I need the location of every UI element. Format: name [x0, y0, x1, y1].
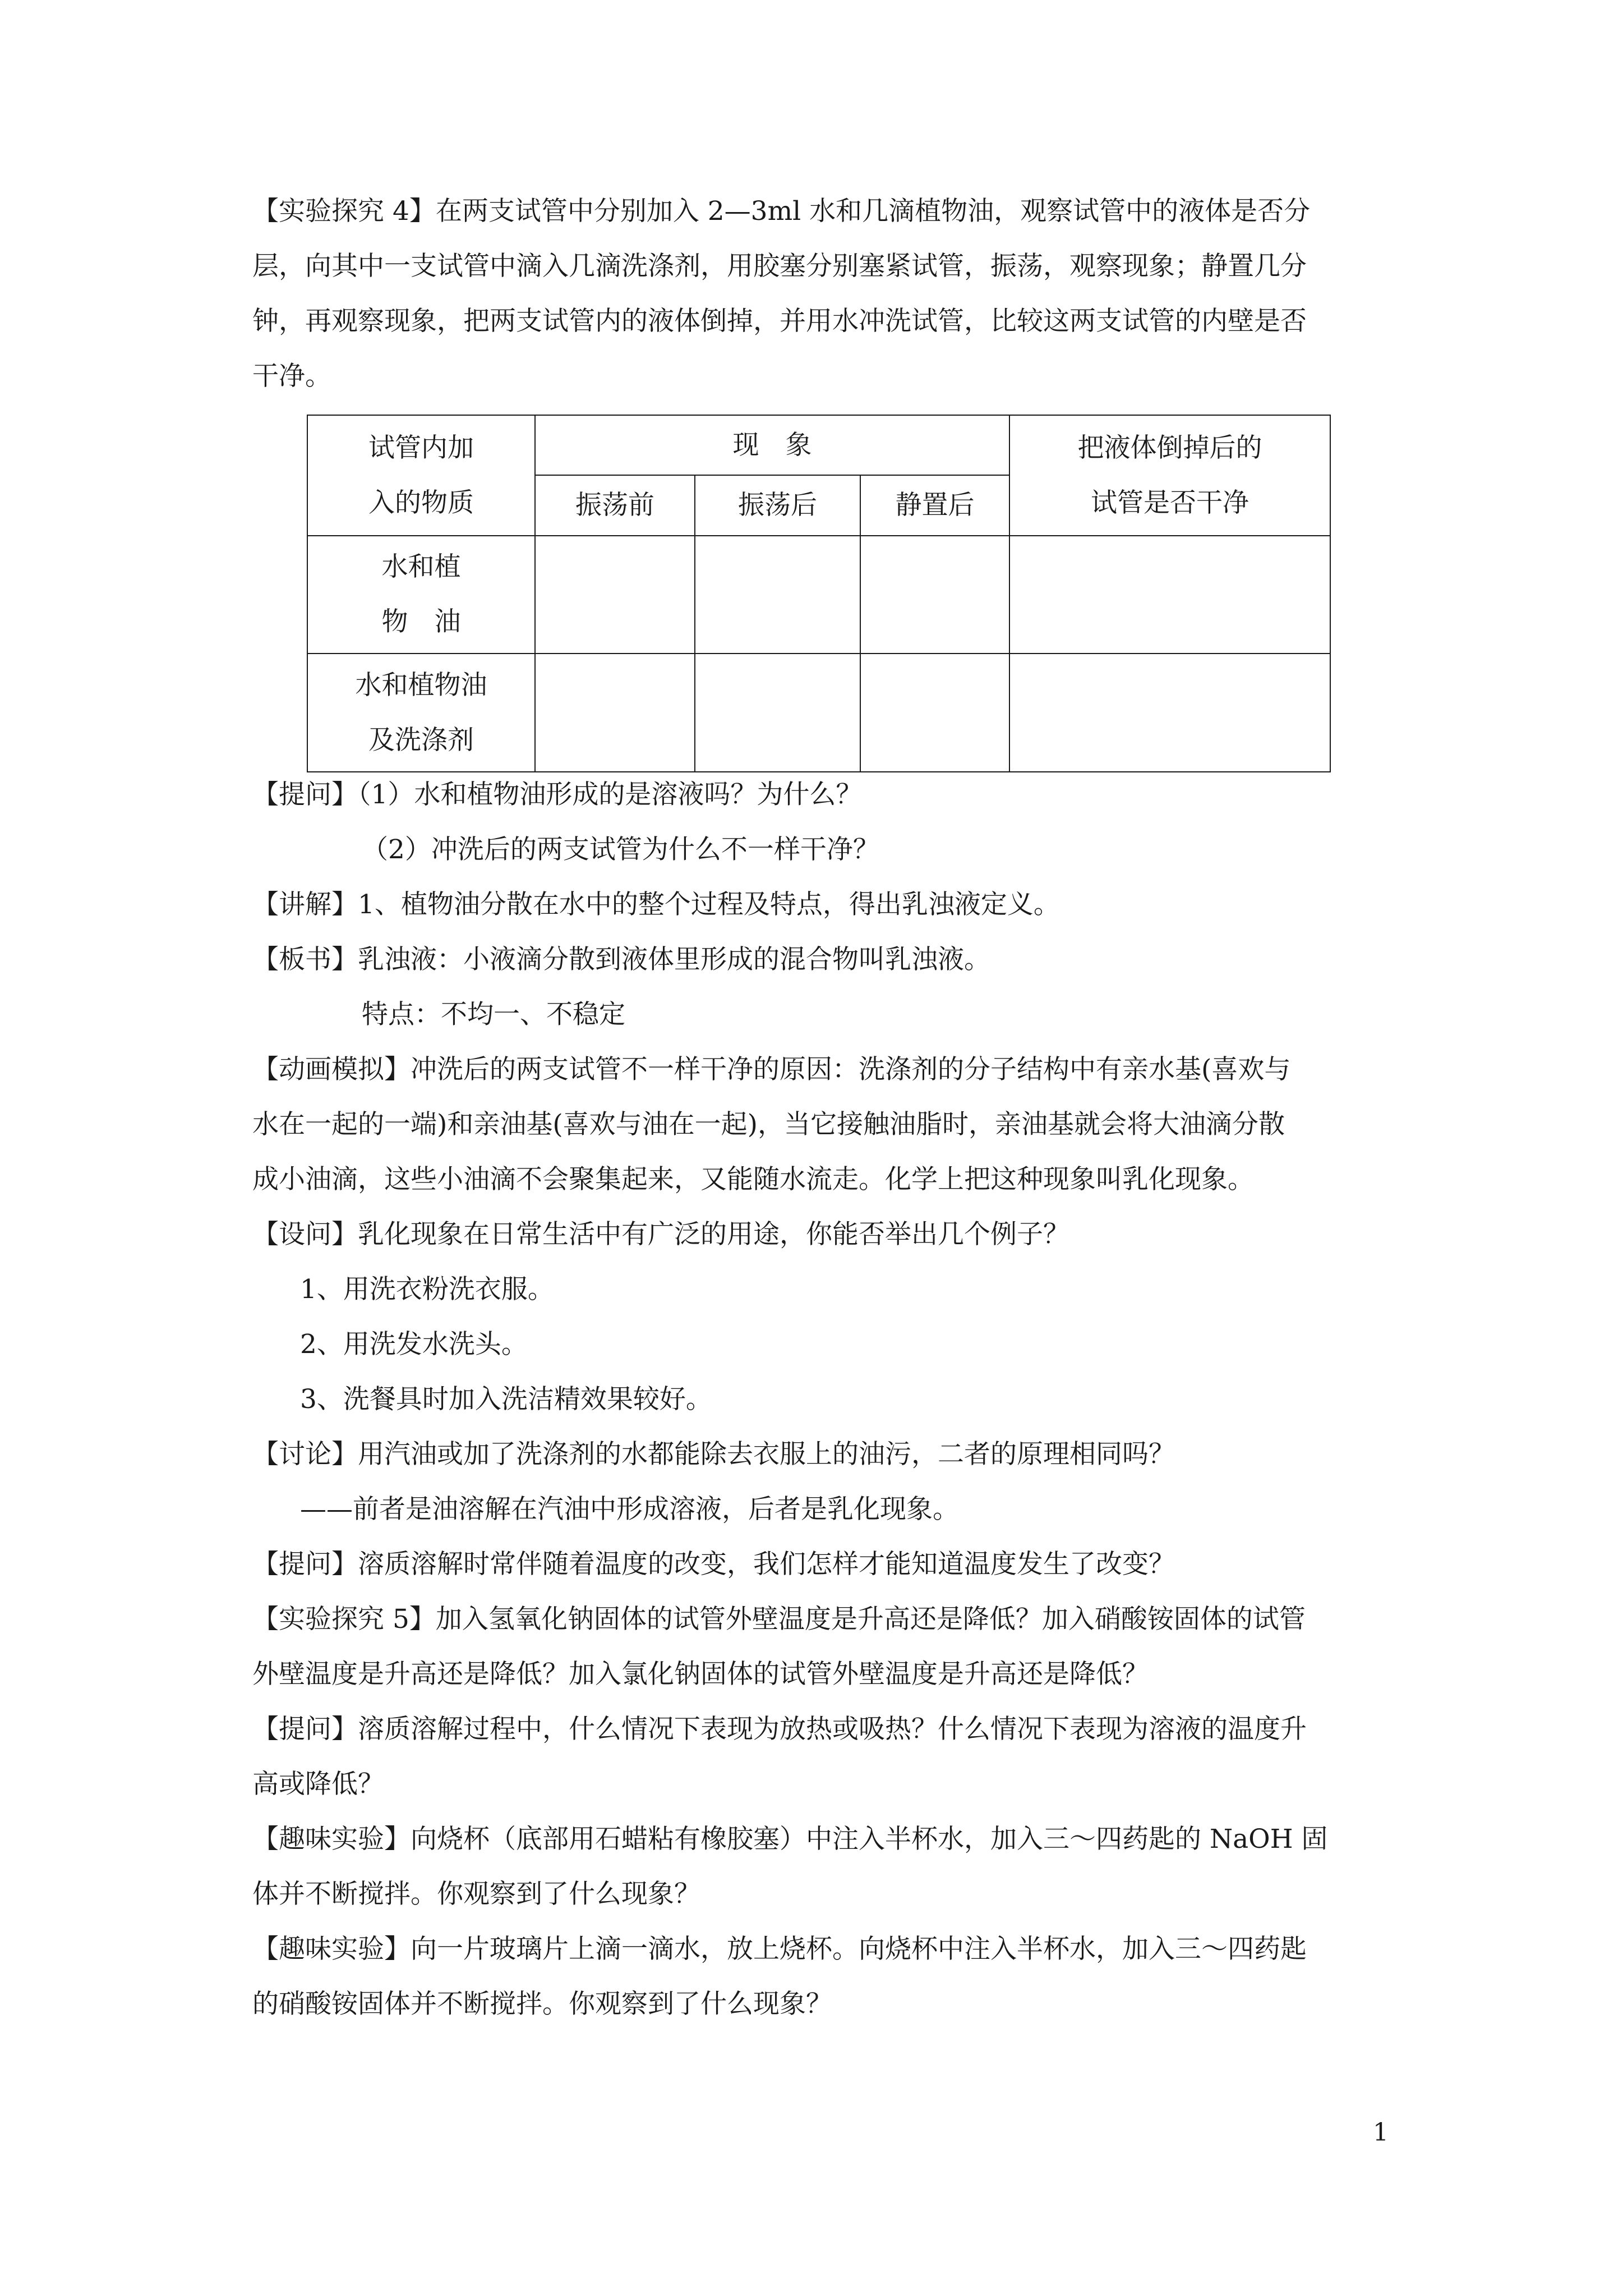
example-2: 2、用洗发水洗头。	[300, 1329, 528, 1360]
table-cell	[860, 536, 1009, 654]
example-1: 1、用洗衣粉洗衣服。	[300, 1274, 554, 1305]
table-row	[307, 654, 1330, 772]
example-3: 3、洗餐具时加入洗洁精效果较好。	[300, 1384, 712, 1415]
header-before-shaking: 振荡前	[535, 475, 695, 536]
header-clean-line-1: 把液体倒掉后的	[1077, 432, 1262, 463]
row-label	[307, 654, 535, 772]
fun-experiment-1-line-1: 【趣味实验】向烧杯（底部用石蜡粘有橡胶塞）中注入半杯水，加入三～四药匙的 NaOH 固	[252, 1824, 1328, 1855]
board-feature: 特点：不均一、不稳定	[362, 999, 625, 1030]
table-cell	[695, 654, 860, 772]
question-1: 【提问】（1）水和植物油形成的是溶液吗？为什么？	[252, 779, 863, 810]
header-substance-line-1: 试管内加	[368, 432, 474, 463]
table-cell	[535, 536, 695, 654]
animation-line-2: 水在一起的一端)和亲油基(喜欢与油在一起)，当它接触油脂时，亲油基就会将大油滴分散	[252, 1109, 1285, 1140]
question-4-line-2: 高或降低？	[252, 1769, 384, 1800]
explanation: 【讲解】1、植物油分散在水中的整个过程及特点，得出乳浊液定义。	[252, 889, 1060, 920]
header-after-standing: 静置后	[860, 475, 1009, 536]
row-label-line-2: 物 油	[381, 606, 461, 638]
question-3: 【提问】溶质溶解时常伴随着温度的改变，我们怎样才能知道温度发生了改变？	[252, 1549, 1175, 1580]
row-label-line-1: 水和植	[381, 551, 461, 583]
discussion-answer: ——前者是油溶解在汽油中形成溶液，后者是乳化现象。	[300, 1494, 959, 1525]
row-label-line-2: 及洗涤剂	[368, 724, 474, 756]
table-row	[307, 536, 1330, 654]
fun-experiment-2-line-2: 的硝酸铵固体并不断搅拌。你观察到了什么现象？	[252, 1989, 832, 2019]
header-clean	[1009, 415, 1330, 536]
experiment-table	[307, 415, 1331, 772]
table-cell	[535, 654, 695, 772]
experiment-5-line-2: 外壁温度是升高还是降低？加入氯化钠固体的试管外壁温度是升高还是降低？	[252, 1659, 1149, 1690]
table-cell	[1009, 536, 1330, 654]
header-substance	[307, 415, 535, 536]
set-question: 【设问】乳化现象在日常生活中有广泛的用途，你能否举出几个例子？	[252, 1219, 1069, 1250]
row-label-line-1: 水和植物油	[355, 669, 487, 701]
intro-line-4: 干净。	[252, 361, 331, 392]
header-clean-line-2: 试管是否干净	[1091, 487, 1249, 518]
header-phenomenon: 现 象	[535, 415, 1009, 475]
discussion: 【讨论】用汽油或加了洗涤剂的水都能除去衣服上的油污，二者的原理相同吗？	[252, 1439, 1175, 1470]
animation-line-3: 成小油滴，这些小油滴不会聚集起来，又能随水流走。化学上把这种现象叫乳化现象。	[252, 1164, 1254, 1195]
question-2: （2）冲洗后的两支试管为什么不一样干净？	[362, 834, 879, 865]
experiment-5-line-1: 【实验探究 5】加入氢氧化钠固体的试管外壁温度是升高还是降低？加入硝酸铵固体的试管	[252, 1604, 1306, 1635]
fun-experiment-1-line-2: 体并不断搅拌。你观察到了什么现象？	[252, 1879, 700, 1910]
animation-line-1: 【动画模拟】冲洗后的两支试管不一样干净的原因：洗涤剂的分子结构中有亲水基(喜欢与	[252, 1054, 1291, 1085]
header-substance-line-2: 入的物质	[368, 487, 474, 518]
table-cell	[1009, 654, 1330, 772]
board-note: 【板书】乳浊液：小液滴分散到液体里形成的混合物叫乳浊液。	[252, 944, 990, 975]
table-cell	[695, 536, 860, 654]
table-cell	[860, 654, 1009, 772]
fun-experiment-2-line-1: 【趣味实验】向一片玻璃片上滴一滴水，放上烧杯。向烧杯中注入半杯水，加入三～四药匙	[252, 1934, 1307, 1964]
page-number: 1	[1373, 2118, 1389, 2147]
intro-line-1: 【实验探究 4】在两支试管中分别加入 2—3ml 水和几滴植物油，观察试管中的液体是否分	[252, 196, 1311, 227]
row-label	[307, 536, 535, 654]
header-after-shaking: 振荡后	[695, 475, 860, 536]
intro-line-2: 层，向其中一支试管中滴入几滴洗涤剂，用胶塞分别塞紧试管，振荡，观察现象；静置几分	[252, 251, 1307, 282]
question-4-line-1: 【提问】溶质溶解过程中，什么情况下表现为放热或吸热？什么情况下表现为溶液的温度升	[252, 1714, 1307, 1745]
intro-line-3: 钟，再观察现象，把两支试管内的液体倒掉，并用水冲洗试管，比较这两支试管的内壁是否	[252, 306, 1307, 337]
